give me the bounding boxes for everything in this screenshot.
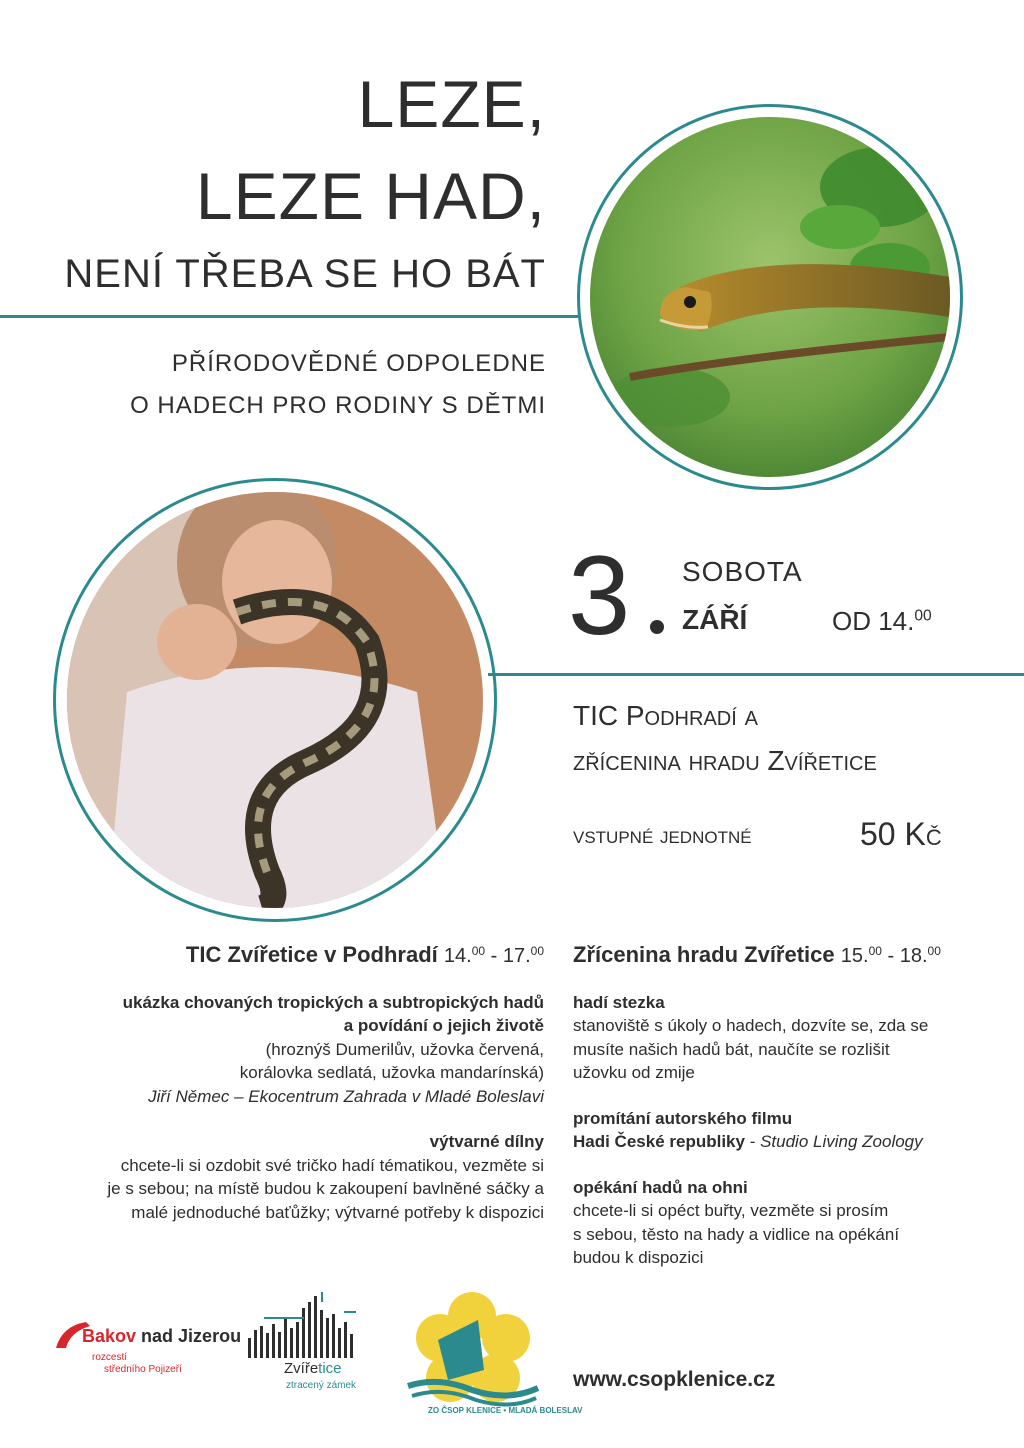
title-line-1: LEZE, — [357, 67, 546, 141]
zviretice-logo — [244, 1288, 364, 1398]
place-line-1: TIC Podhradí a — [573, 700, 758, 731]
title-line-3: NENÍ TŘEBA SE HO BÁT — [64, 252, 546, 296]
fee-label: vstupné jednotné — [573, 822, 752, 849]
girl-photo — [53, 478, 497, 922]
date-day: 3 — [568, 533, 631, 658]
left-item1-title-1: ukázka chovaných tropických a subtropických hadů — [122, 992, 544, 1012]
bakov-logo — [52, 1318, 242, 1378]
right-item2-title-1: promítání autorského filmu — [573, 1108, 793, 1128]
zviretice-sub: ztracený zámek — [286, 1380, 357, 1391]
divider-middle — [488, 673, 1024, 676]
zviretice-name-2: tice — [318, 1360, 342, 1377]
right-item1-text-1: stanoviště s úkoly o hadech, dozvíte se, zda se — [573, 1016, 929, 1036]
right-item3-text-3: budou k dispozici — [573, 1248, 704, 1268]
left-item1-author: Jiří Němec – Ekocentrum Zahrada v Mladé Boleslavi — [148, 1086, 544, 1106]
date-dot — [650, 620, 664, 634]
subtitle-line-2: O HADECH PRO RODINY S DĚTMI — [130, 392, 546, 419]
left-item1-title-2: a povídání o jejich životě — [343, 1016, 544, 1036]
date-month: ZÁŘÍ — [682, 604, 748, 635]
zviretice-name-1: Zvíře — [284, 1360, 319, 1377]
bakov-name-1: Bakov — [82, 1326, 137, 1346]
bakov-sub-1: rozcestí — [92, 1352, 128, 1363]
snake-photo — [577, 104, 963, 490]
csop-ring-text: ZO ČSOP KLENICE • MLADÁ BOLESLAV — [428, 1406, 583, 1415]
csop-logo — [398, 1280, 583, 1428]
date-time: OD 14.00 — [832, 606, 932, 636]
date-weekday: SOBOTA — [682, 556, 803, 587]
fee-price: 50 Kč — [860, 816, 942, 852]
left-item2-text-2: je s sebou; na místě budou k zakoupení bavlněné sáčky a — [107, 1179, 544, 1199]
title-line-2: LEZE HAD, — [195, 159, 546, 233]
right-item2-title-line: Hadi České republiky - Studio Living Zoology — [573, 1132, 923, 1152]
place-line-2: zřícenina hradu Zvířetice — [573, 745, 877, 776]
right-item1-title: hadí stezka — [573, 992, 665, 1012]
left-item2-text-3: malé jednoduché baťůžky; výtvarné potřeby k dispozici — [131, 1202, 544, 1222]
left-item2-text-1: chcete-li si ozdobit své tričko hadí tématikou, vezměte si — [120, 1155, 544, 1175]
left-item1-text-1: (hroznýš Dumerilův, užovka červená, — [265, 1039, 544, 1059]
left-heading: TIC Zvířetice v Podhradí 14.00 - 17.00 — [185, 942, 544, 968]
left-item1-text-2: korálovka sedlatá, užovka mandarínská) — [239, 1063, 544, 1083]
subtitle-line-1: PŘÍRODOVĚDNÉ ODPOLEDNE — [171, 350, 546, 377]
right-item1-text-2: musíte našich hadů bát, naučíte se rozlišit — [573, 1039, 890, 1059]
left-item2-title: výtvarné dílny — [429, 1132, 544, 1152]
right-item3-title: opékání hadů na ohni — [573, 1177, 748, 1197]
castle-icon — [244, 1288, 364, 1360]
right-item3-text-2: s sebou, těsto na hady a vidlice na opékání — [573, 1224, 900, 1244]
right-program — [573, 940, 941, 1270]
right-heading: Zřícenina hradu Zvířetice 15.00 - 18.00 — [573, 942, 941, 968]
right-item1-text-3: užovku od zmije — [573, 1063, 695, 1083]
right-item3-text-1: chcete-li si opéct buřty, vezměte si prosím — [573, 1201, 889, 1221]
website-link[interactable]: www.csopklenice.cz — [573, 1368, 776, 1391]
divider-top — [0, 315, 590, 318]
left-program — [107, 940, 544, 1224]
bakov-name-2: nad Jizerou — [141, 1326, 242, 1346]
bakov-sub-2: středního Pojizeří — [104, 1364, 182, 1375]
